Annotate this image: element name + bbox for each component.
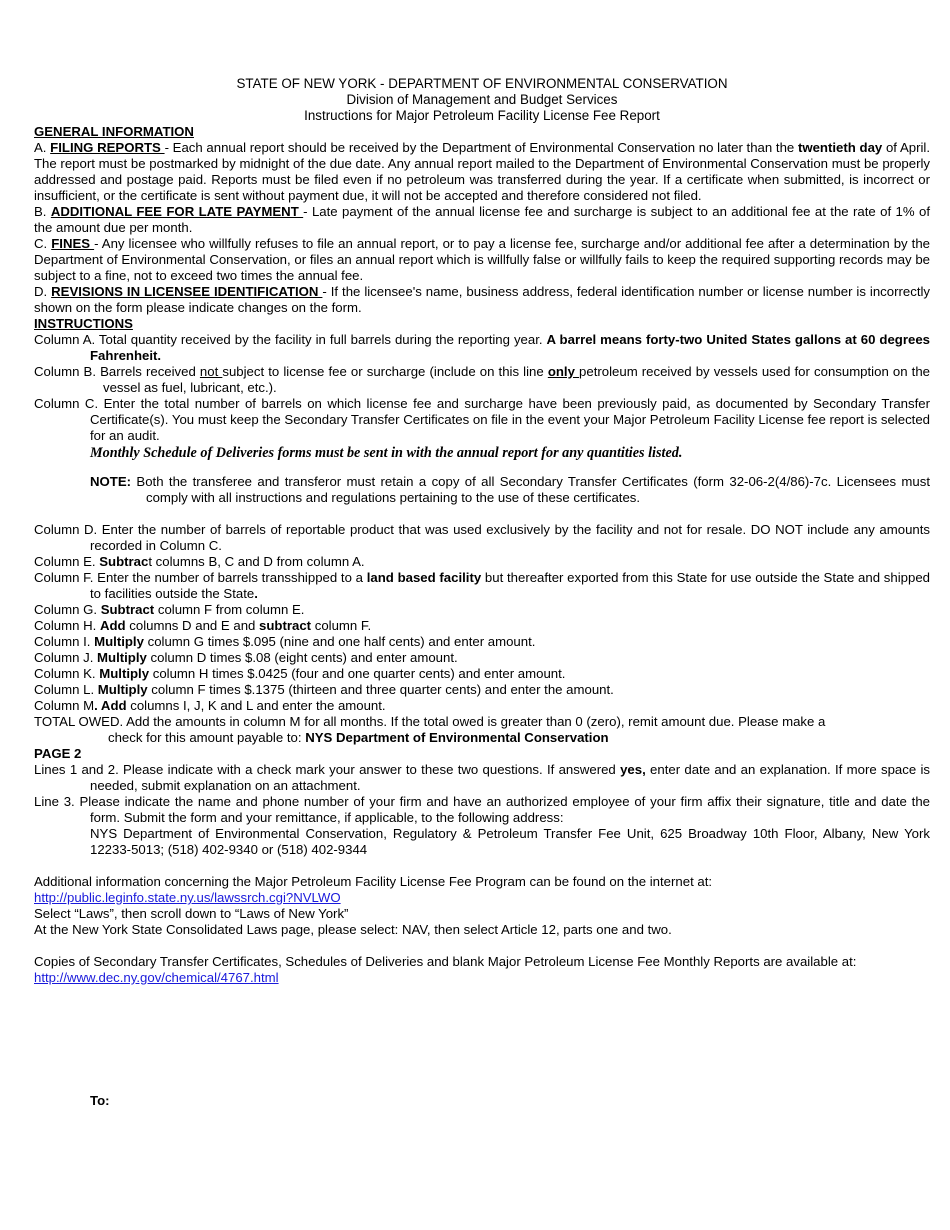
- consolidated-laws-text: At the New York State Consolidated Laws page, please select: NAV, then select Article 12, parts one and two.: [34, 922, 672, 937]
- section-a-prefix: A.: [34, 140, 51, 155]
- column-j-bold: Multiply: [97, 650, 147, 665]
- column-j-instruction: [34, 650, 930, 666]
- column-e-instruction: [34, 554, 930, 570]
- column-d-instruction: Column D. Enter the number of barrels of reportable product that was used exclusively by the facility and not for resale. DO NOT include any amounts recorded in Column C.: [34, 522, 930, 553]
- column-l-instruction: [34, 682, 930, 698]
- section-d-revisions: [34, 284, 930, 316]
- select-laws-text: Select “Laws”, then scroll down to “Laws of New York”: [34, 906, 349, 921]
- section-a-heading: FILING REPORTS: [50, 140, 165, 155]
- column-k-instruction: [34, 666, 930, 682]
- column-a-instruction: [34, 332, 930, 364]
- column-b-text-end: petroleum received by vessels used for consumption on the vessel as fuel, lubricant, etc.).: [103, 364, 930, 395]
- total-owed-instruction: TOTAL OWED. Add the amounts in column M for all months. If the total owed is greater than 0 (zero), remit amount due. Please make a: [34, 714, 826, 729]
- column-i-text: Column I.: [34, 634, 95, 649]
- column-h-text-mid: columns D and E and: [125, 618, 260, 633]
- page-2-heading: PAGE 2: [34, 746, 82, 761]
- column-e-text-cont: t columns B, C and D from column A.: [148, 554, 365, 569]
- instructions-heading: INSTRUCTIONS: [34, 316, 133, 331]
- lines-1-2-text-cont: enter date and an explanation. If more space is needed, submit explanation on an attachment.: [90, 762, 930, 793]
- column-e-text: Column E.: [34, 554, 100, 569]
- header-title: Instructions for Major Petroleum Facility License Fee Report: [304, 108, 660, 123]
- remittance-address: NYS Department of Environmental Conservation, Regulatory & Petroleum Transfer Fee Unit, 625 Broadway 10th Floor, Albany, New York 12233-5013; (518) 402-9340 or (518) 402-9344: [90, 826, 930, 857]
- note-label: NOTE:: [90, 474, 132, 489]
- monthly-schedule-note: Monthly Schedule of Deliveries forms must be sent in with the annual report for any quantities listed.: [90, 445, 683, 461]
- column-f-text: Column F. Enter the number of barrels transshipped to a: [34, 570, 367, 585]
- copies-availability-text: Copies of Secondary Transfer Certificates, Schedules of Deliveries and blank Major Petroleum License Fee Monthly Reports are available at:: [34, 954, 857, 969]
- additional-information-text: Additional information concerning the Major Petroleum Facility License Fee Program can be found on the internet at:: [34, 874, 713, 889]
- column-a-text: Column A. Total quantity received by the facility in full barrels during the reporting year.: [34, 332, 547, 347]
- column-f-instruction: [34, 570, 930, 602]
- column-h-text: Column H.: [34, 618, 100, 633]
- section-d-prefix: D.: [34, 284, 52, 299]
- section-b-text: - Late payment of the annual license fee and surcharge is subject to an additional fee at the rate of 1% of the amount due per month.: [34, 204, 930, 235]
- column-j-text: Column J.: [34, 650, 98, 665]
- column-i-text-cont: column G times $.095 (nine and one half cents) and enter amount.: [143, 634, 536, 649]
- section-b-heading: ADDITIONAL FEE FOR LATE PAYMENT: [50, 204, 304, 219]
- column-k-text: Column K.: [34, 666, 100, 681]
- dec-chemical-link[interactable]: http://www.dec.ny.gov/chemical/4767.html: [34, 970, 279, 985]
- column-l-text: Column L.: [34, 682, 98, 697]
- header-division: Division of Management and Budget Services: [346, 92, 618, 107]
- column-m-text-cont: columns I, J, K and L and enter the amount.: [126, 698, 386, 713]
- line-3-instruction: Line 3. Please indicate the name and phone number of your firm and have an authorized employee of your firm affix their signature, title and date the form. Submit the form and your remittance, if applicable, to the following address:: [34, 794, 930, 825]
- to-label: To:: [90, 1093, 110, 1108]
- header-agency: STATE OF NEW YORK - DEPARTMENT OF ENVIRONMENTAL CONSERVATION: [236, 76, 728, 91]
- section-c-prefix: C.: [34, 236, 52, 251]
- column-c-instruction: Column C. Enter the total number of barrels on which license fee and surcharge have been previously paid, as documented by Secondary Transfer Certificate(s). You must keep the Secondary Transfer Certificates on file in the event your Major Petroleum Facility License fee report is selected for an audit.: [34, 396, 930, 443]
- column-f-text-cont: but thereafter exported from this State for use outside the State and shipped to facilities outside the State: [90, 570, 930, 601]
- column-j-text-cont: column D times $.08 (eight cents) and enter amount.: [146, 650, 458, 665]
- column-b-only: only: [547, 364, 580, 379]
- column-e-bold: Subtrac: [99, 554, 149, 569]
- column-m-text: Column M: [34, 698, 95, 713]
- column-m-instruction: [34, 698, 930, 714]
- column-k-text-cont: column H times $.0425 (four and one quarter cents) and enter amount.: [149, 666, 566, 681]
- column-f-bold: land based facility: [366, 570, 482, 585]
- column-i-bold: Multiply: [94, 634, 144, 649]
- column-h-subtract: subtract: [259, 618, 312, 633]
- transfer-certificate-note: [34, 474, 930, 506]
- leginfo-link[interactable]: http://public.leginfo.state.ny.us/lawssrch.cgi?NVLWO: [34, 890, 341, 905]
- column-h-instruction: [34, 618, 930, 634]
- column-k-bold: Multiply: [99, 666, 150, 681]
- section-b-prefix: B.: [34, 204, 51, 219]
- column-i-instruction: [34, 634, 930, 650]
- lines-1-2-yes: yes,: [620, 762, 646, 777]
- total-owed-check-text: check for this amount payable to:: [108, 730, 306, 745]
- total-owed-payee-line: [34, 730, 930, 746]
- lines-1-2-text: Lines 1 and 2. Please indicate with a check mark your answer to these two questions. If answered: [34, 762, 621, 777]
- column-h-text-end: column F.: [311, 618, 372, 633]
- column-g-instruction: [34, 602, 930, 618]
- lines-1-2-instruction: [34, 762, 930, 794]
- section-d-text: - If the licensee's name, business address, federal identification number or license number is incorrectly shown on the form please indicate changes on the form.: [34, 284, 931, 315]
- column-l-text-cont: column F times $.1375 (thirteen and three quarter cents) and enter the amount.: [147, 682, 614, 697]
- column-b-instruction: [34, 364, 930, 396]
- total-owed-payee: NYS Department of Environmental Conservation: [305, 730, 609, 745]
- column-l-bold: Multiply: [97, 682, 148, 697]
- instructions-document: [34, 76, 930, 986]
- general-information-heading: GENERAL INFORMATION: [34, 124, 194, 139]
- column-g-bold: Subtract: [100, 602, 155, 617]
- column-f-dot: .: [254, 586, 258, 601]
- column-g-text: Column G.: [34, 602, 101, 617]
- column-m-bold: . Add: [94, 698, 127, 713]
- note-text: Both the transferee and transferor must retain a copy of all Secondary Transfer Certificates (form 32-06-2(4/86)-7c. Licensees must comply with all instructions and regulations pertaining to the use of these certificates.: [131, 474, 930, 505]
- section-b-late-payment: [34, 204, 930, 236]
- column-b-text: Column B. Barrels received: [34, 364, 200, 379]
- section-a-text-cont: of April. The report must be postmarked by midnight of the due date. Any annual report mailed to the Department of Environmental Conservation must be properly addressed and postage paid. Reports must be filed even if no petroleum was transferred during the year. If a certificate when submitted, is incorrect or insufficient, or the certificate is sent without payment due, it will not be accepted and therefore considered not filed.: [34, 140, 930, 203]
- column-a-barrel-definition: A barrel means forty-two United States gallons at 60 degrees Fahrenheit.: [90, 332, 930, 363]
- column-b-not: not: [199, 364, 223, 379]
- column-b-text-cont: subject to license fee or surcharge (include on this line: [222, 364, 548, 379]
- section-a-filing-reports: [34, 140, 930, 204]
- section-c-heading: FINES: [51, 236, 95, 251]
- section-d-heading: REVISIONS IN LICENSEE IDENTIFICATION: [51, 284, 323, 299]
- section-c-fines: [34, 236, 930, 284]
- column-g-text-cont: column F from column E.: [154, 602, 305, 617]
- section-a-deadline: twentieth day: [797, 140, 883, 155]
- section-c-text: - Any licensee who willfully refuses to file an annual report, or to pay a license fee, surcharge and/or additional fee after a determination by the Department of Environmental Conservation, or files an annual report which is willfully false or willfully fails to keep the required supporting records may be subject to a fine, not to exceed two times the annual fee.: [34, 236, 931, 283]
- section-a-text: - Each annual report should be received by the Department of Environmental Conservation no later than the: [164, 140, 798, 155]
- column-h-add: Add: [99, 618, 126, 633]
